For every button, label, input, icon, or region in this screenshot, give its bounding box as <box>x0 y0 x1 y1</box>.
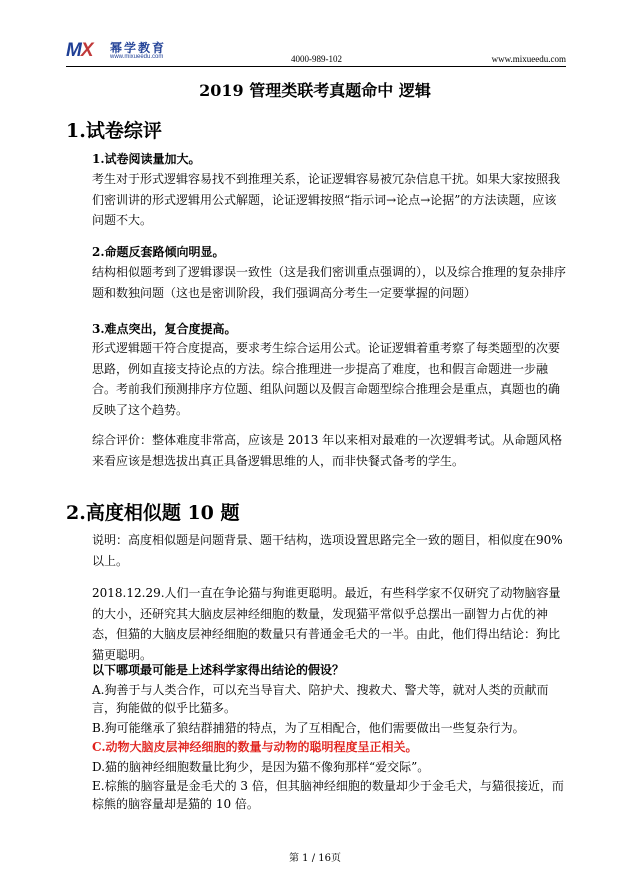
option-e: E.棕熊的脑容量是金毛犬的 3 倍，但其脑神经细胞的数量却少于金毛犬，与猫很接近，而棕熊的脑容量却是猫的 10 倍。 <box>92 779 564 811</box>
header-divider <box>66 66 566 67</box>
logo-mark: MX <box>66 40 93 61</box>
similar-note: 说明：高度相似题是问题背景、题干结构，选项设置思路完全一致的题目，相似度在90%以上。 <box>92 533 563 568</box>
point-text-1-content: 考生对于形式逻辑容易找不到推理关系，论证逻辑容易被冗杂信息干扰。如果大家按照我们密训讲的形式逻辑用公式解题，论证逻辑按照“指示词→论点→论据”的方法读题，应该问题不大。 <box>92 172 561 227</box>
overall-summary: 综合评价：整体难度非常高，应该是 2013 年以来相对最难的一次逻辑考试。从命题风格来看应该是想选拔出真正具备逻辑思维的人，而非快餐式备考的学生。 <box>92 433 563 468</box>
point-text-1 <box>92 169 566 231</box>
question-prompt: 以下哪项最可能是上述科学家得出结论的假设？ <box>92 663 345 677</box>
header-website: www.mixueedu.com <box>491 54 566 64</box>
option-d: D.猫的脑神经细胞数量比狗少，是因为猫不像狗那样“爱交际”。 <box>92 760 430 774</box>
option-a: A.狗善于与人类合作，可以充当导盲犬、陪护犬、搜救犬、警犬等，就对人类的贡献而言，狗能做的似乎比猫多。 <box>92 683 549 715</box>
point-title-3: 3.难点突出，复合度提高。 <box>92 322 237 336</box>
option-b: B.狗可能继承了狼结群捕猎的特点，为了互相配合，他们需要做出一些复杂行为。 <box>92 721 525 735</box>
option-c-answer: C.动物大脑皮层神经细胞的数量与动物的聪明程度呈正相关。 <box>92 740 418 754</box>
point-text-2: 结构相似题考到了逻辑谬误一致性（这是我们密训重点强调的），以及综合推理的复杂排序题和数独问题（这也是密训阶段，我们强调高分考生一定要掌握的问题） <box>92 265 567 300</box>
logo-name: 幂学教育 <box>110 41 167 55</box>
point-title-2: 2.命题反套路倾向明显。 <box>92 245 225 259</box>
document-title: 2019 管理类联考真题命中 逻辑 <box>199 81 431 100</box>
page-number: 第 1 / 16页 <box>289 853 341 864</box>
point-text-3: 形式逻辑题干符合度提高，要求考生综合运用公式。论证逻辑着重考察了每类题型的次要思路，例如直接支持论点的方法。综合推理进一步提高了难度，也和假言命题进一步融合。考前我们预测排序方位题、组队问题以及假言命题型综合推理会是重点，真题也的确反映了这个趋势。 <box>92 341 561 417</box>
brand-logo <box>66 38 186 66</box>
section-heading-similar: 2.高度相似题 10 题 <box>66 502 240 524</box>
point-title-1: 1.试卷阅读量加大。 <box>92 152 201 166</box>
section-heading-overview: 1.试卷综评 <box>66 120 162 142</box>
header-phone: 4000-989-102 <box>291 54 342 64</box>
page-header <box>66 38 566 68</box>
question-stem: 2018.12.29.人们一直在争论猫与狗谁更聪明。最近，有些科学家不仅研究了动物脑容量的大小，还研究其大脑皮层神经细胞的数量，发现猫平常似乎总摆出一副智力占优的神态，但猫的大脑皮层神经细胞的数量只有普通金毛犬的一半。由此，他们得出结论：狗比猫更聪明。 <box>92 586 561 662</box>
logo-url: www.mixueedu.com <box>110 54 164 60</box>
